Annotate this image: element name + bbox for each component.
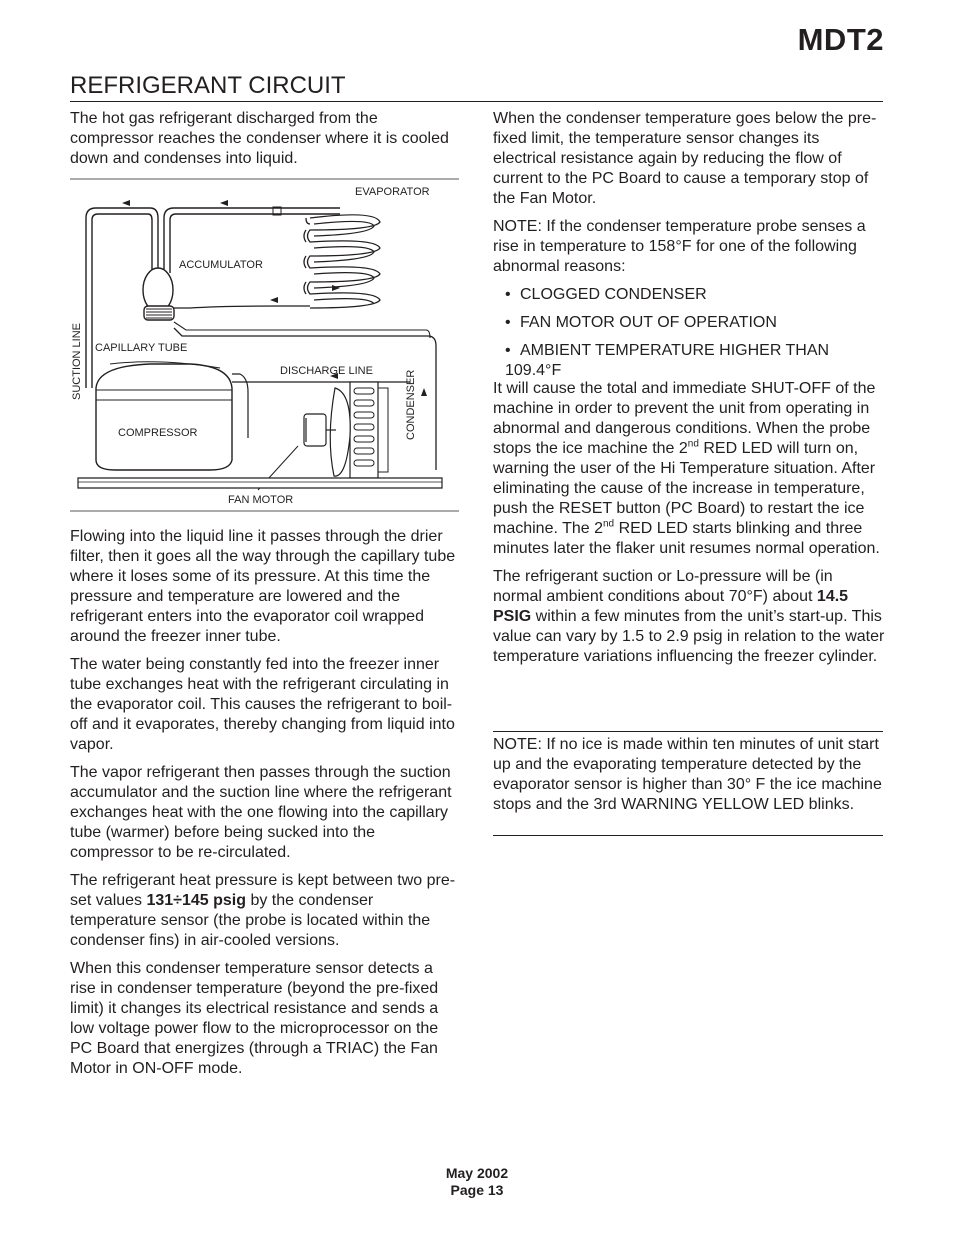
paragraph-water-heat: The water being constantly fed into the freezer inner tube exchanges heat with the refrigerant circulating in the evaporator coil. This causes the refrigerant to boil-off and it evaporates, thereby changing from liquid into vapor.: [70, 656, 455, 753]
arrow-top-mid: [220, 200, 228, 206]
list-item: • AMBIENT TEMPERATURE HIGHER THAN 109.4°F: [505, 342, 830, 379]
paragraph-hot-gas: The hot gas refrigerant discharged from the compressor reaches the condenser where it is cooled down and condenses into liquid.: [70, 110, 449, 167]
paragraph-note-probe: NOTE: If the condenser temperature probe senses a rise in temperature to 158°F for one of the following abnormal reasons:: [493, 218, 866, 275]
condenser-shape: [350, 382, 388, 478]
label-suction-line: SUCTION LINE: [71, 322, 83, 400]
fan-motor-shape: [304, 388, 350, 476]
paragraph-temp-below: When the condenser temperature goes below the pre-fixed limit, the temperature sensor changes its electrical resistance again by reducing the flow of current to the PC Board to cause a temporary stop of the Fan Motor.: [493, 110, 877, 207]
label-condenser: CONDENSER: [405, 369, 417, 440]
label-evaporator: EVAPORATOR: [355, 186, 430, 198]
footer-date: May 2002: [445, 1165, 509, 1181]
evaporator-coil: [304, 215, 380, 308]
arrow-evaporator-out: [332, 285, 340, 291]
pressure-range: 131÷145 psig: [146, 892, 246, 909]
paragraph-no-ice-note: NOTE: If no ice is made within ten minutes of unit start up and the evaporating temperature detected by the evaporator sensor is higher than 30° F the ice machine stops and the 3rd WARNING YELLOW LED blinks.: [493, 736, 882, 813]
note-bottom-rule: [493, 835, 883, 836]
paragraph-heat-pressure: The refrigerant heat pressure is kept between two pre-set values 131÷145 psig by the condenser temperature sensor (the probe is located within the condenser fins) in air-cooled versions.: [70, 872, 456, 949]
label-compressor: COMPRESSOR: [118, 427, 198, 439]
note-top-rule: [493, 731, 883, 732]
footer: [0, 1165, 954, 1199]
paragraph-vapor: The vapor refrigerant then passes through the suction accumulator and the suction line where the refrigerant exchanges heat with the one flowing into the capillary tube (warmer) before being sucked into the compressor to be re-circulated.: [70, 764, 452, 861]
paragraph-sensor-rise: When this condenser temperature sensor detects a rise in condenser temperature (beyond the pre-fixed limit) it changes its electrical resistance and sends a low voltage power flow to the microprocessor on the PC Board that energizes (through a TRIAC) the Fan Motor in ON-OFF mode.: [70, 960, 439, 1077]
left-column-top: [70, 109, 462, 177]
section-title: REFRIGERANT CIRCUIT: [70, 72, 346, 99]
paragraph-suction-pressure: The refrigerant suction or Lo-pressure will be (in normal ambient conditions about 70°F) about 14.5 PSIG within a few minutes from the unit’s start-up. This value can vary by 1.5 to 2.9 psig in relation to the water temperature variations influencing the freezer cylinder.: [493, 568, 885, 665]
compressor-shape: [96, 364, 232, 470]
model-code: MDT2: [797, 22, 884, 57]
title-rule: [70, 101, 883, 102]
label-accumulator: ACCUMULATOR: [179, 259, 263, 271]
note-box: [493, 735, 885, 823]
label-fan-motor: FAN MOTOR: [228, 494, 294, 506]
list-item: • CLOGGED CONDENSER: [505, 286, 707, 303]
paragraph-shutoff: It will cause the total and immediate SHUT-OFF of the machine in order to prevent the unit from operating in abnormal and dangerous conditions. When the probe stops the ice machine the 2nd RED LED will turn on, warning the user of the Hi Temperature situation. After eliminating the cause of the increase in temperature, push the RESET button (PC Board) to restart the ice machine. The 2nd RED LED starts blinking and three minutes later the flaker unit resumes normal operation.: [493, 380, 880, 557]
paragraph-liquid-line: Flowing into the liquid line it passes through the drier filter, then it goes all the way through the capillary tube where it loses some of its pressure. At this time the pressure and temperature are lowered and the refrigerant enters into the evaporator coil wrapped around the freezer inner tube.: [70, 528, 456, 645]
refrigerant-circuit-diagram: [70, 178, 459, 512]
suction-pressure-value: 14.5 PSIG: [493, 588, 849, 625]
abnormal-reasons-list: [493, 285, 885, 381]
label-discharge-line: DISCHARGE LINE: [280, 365, 373, 377]
list-item: • FAN MOTOR OUT OF OPERATION: [505, 314, 777, 331]
label-capillary-tube: CAPILLARY TUBE: [95, 342, 188, 354]
left-column-bottom: [70, 527, 462, 1087]
right-column: [493, 109, 885, 675]
arrow-top-left: [122, 200, 130, 206]
footer-page: Page 13: [450, 1182, 504, 1198]
